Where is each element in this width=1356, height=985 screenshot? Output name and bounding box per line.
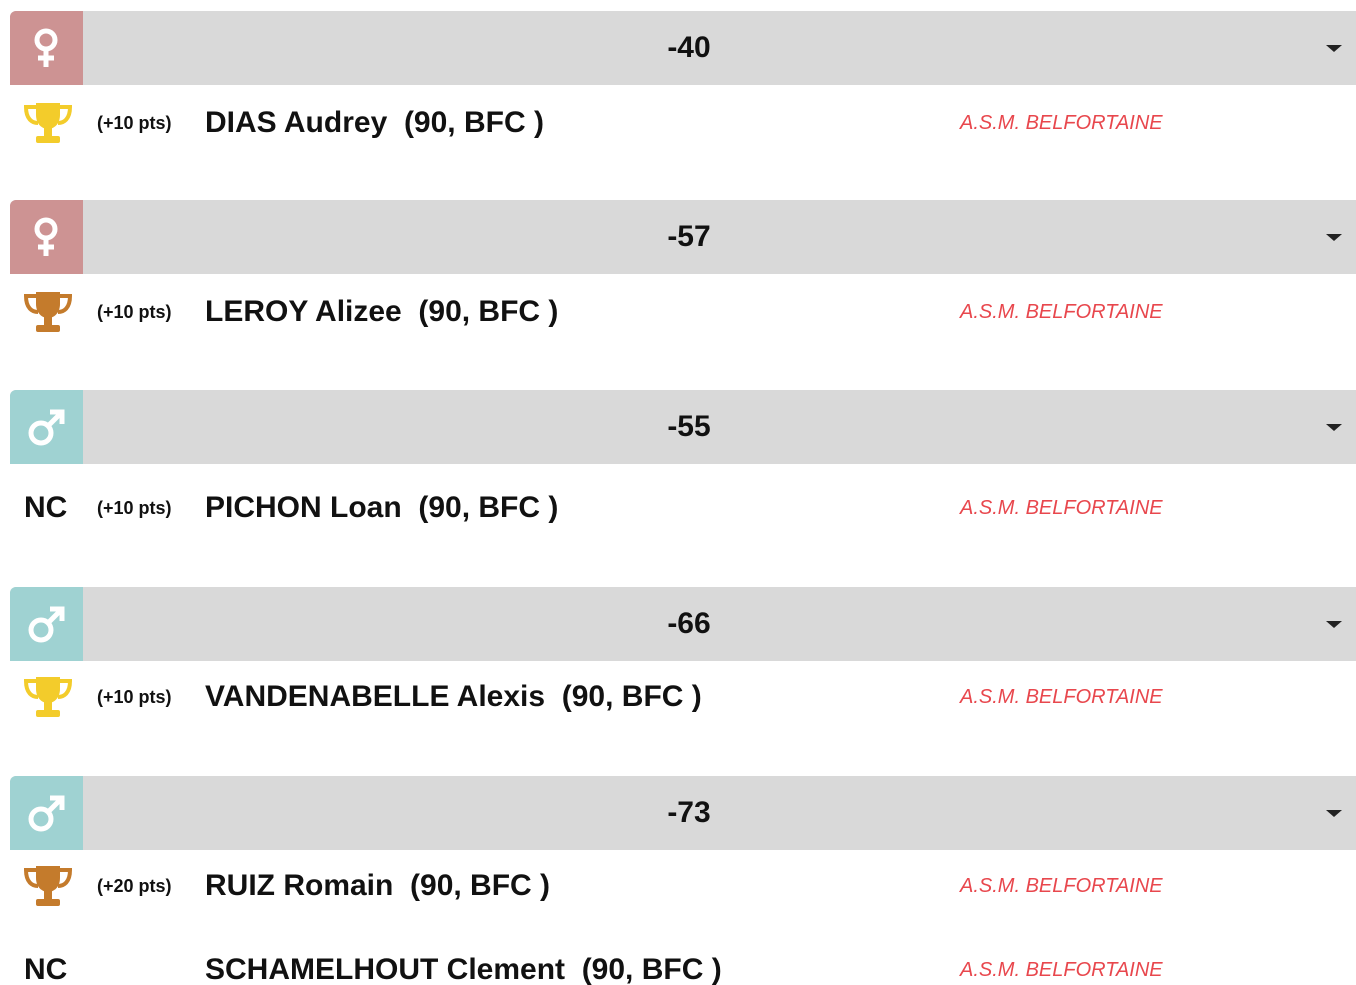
points-gained: (+10 pts) bbox=[97, 498, 172, 518]
result-row bbox=[0, 856, 1356, 916]
athlete-name-line[interactable] bbox=[205, 478, 558, 538]
rank-not-classified: NC bbox=[24, 953, 68, 985]
athlete-info: (90, BFC ) bbox=[418, 491, 559, 524]
rank-cell bbox=[22, 478, 78, 538]
result-row bbox=[0, 667, 1356, 727]
athlete-info: (90, BFC ) bbox=[418, 295, 559, 328]
chevron-down-icon[interactable] bbox=[1326, 621, 1342, 628]
club-name[interactable]: A.S.M. BELFORTAINE bbox=[960, 686, 1163, 708]
points-gained: (+10 pts) bbox=[97, 687, 172, 707]
chevron-down-icon[interactable] bbox=[1326, 45, 1342, 52]
club-name[interactable]: A.S.M. BELFORTAINE bbox=[960, 497, 1163, 519]
athlete-info: (90, BFC ) bbox=[581, 953, 722, 985]
points-gained: (+10 pts) bbox=[97, 302, 172, 322]
result-row bbox=[0, 940, 1356, 985]
athlete-name-line[interactable] bbox=[205, 940, 722, 985]
club-name[interactable]: A.S.M. BELFORTAINE bbox=[960, 301, 1163, 323]
rank-cell bbox=[22, 940, 78, 985]
trophy-gold-icon bbox=[22, 673, 74, 721]
athlete-name-line[interactable] bbox=[205, 667, 702, 727]
club-name[interactable]: A.S.M. BELFORTAINE bbox=[960, 959, 1163, 981]
athlete-name: LEROY Alizee bbox=[205, 295, 402, 328]
rank-cell bbox=[22, 93, 78, 153]
rank-cell bbox=[22, 282, 78, 342]
points-gained: (+20 pts) bbox=[97, 876, 172, 896]
club-name[interactable]: A.S.M. BELFORTAINE bbox=[960, 112, 1163, 134]
category-header-minus-66[interactable] bbox=[10, 587, 1356, 661]
category-header-minus-57[interactable] bbox=[10, 200, 1356, 274]
rank-not-classified: NC bbox=[24, 491, 68, 524]
athlete-name-line[interactable] bbox=[205, 856, 550, 916]
athlete-name: SCHAMELHOUT Clement bbox=[205, 953, 566, 985]
athlete-name: DIAS Audrey bbox=[205, 106, 388, 139]
category-label: -40 bbox=[667, 31, 711, 64]
athlete-name: RUIZ Romain bbox=[205, 869, 394, 902]
athlete-name-line[interactable] bbox=[205, 93, 544, 153]
club-name[interactable]: A.S.M. BELFORTAINE bbox=[960, 875, 1163, 897]
category-label: -73 bbox=[667, 796, 711, 829]
result-row bbox=[0, 282, 1356, 342]
athlete-name-line[interactable] bbox=[205, 282, 558, 342]
category-header-minus-73[interactable] bbox=[10, 776, 1356, 850]
category-label: -57 bbox=[667, 220, 711, 253]
points-gained: (+10 pts) bbox=[97, 113, 172, 133]
athlete-name: PICHON Loan bbox=[205, 491, 402, 524]
trophy-gold-icon bbox=[22, 99, 74, 147]
category-label: -55 bbox=[667, 410, 711, 443]
athlete-info: (90, BFC ) bbox=[561, 680, 702, 713]
chevron-down-icon[interactable] bbox=[1326, 424, 1342, 431]
result-row bbox=[0, 93, 1356, 153]
trophy-bronze-icon bbox=[22, 862, 74, 910]
category-label: -66 bbox=[667, 607, 711, 640]
athlete-info: (90, BFC ) bbox=[410, 869, 551, 902]
result-row bbox=[0, 478, 1356, 538]
rank-cell bbox=[22, 667, 78, 727]
chevron-down-icon[interactable] bbox=[1326, 810, 1342, 817]
athlete-info: (90, BFC ) bbox=[403, 106, 544, 139]
trophy-bronze-icon bbox=[22, 288, 74, 336]
category-header-minus-40[interactable] bbox=[10, 11, 1356, 85]
chevron-down-icon[interactable] bbox=[1326, 234, 1342, 241]
category-header-minus-55[interactable] bbox=[10, 390, 1356, 464]
athlete-name: VANDENABELLE Alexis bbox=[205, 680, 546, 713]
rank-cell bbox=[22, 856, 78, 916]
